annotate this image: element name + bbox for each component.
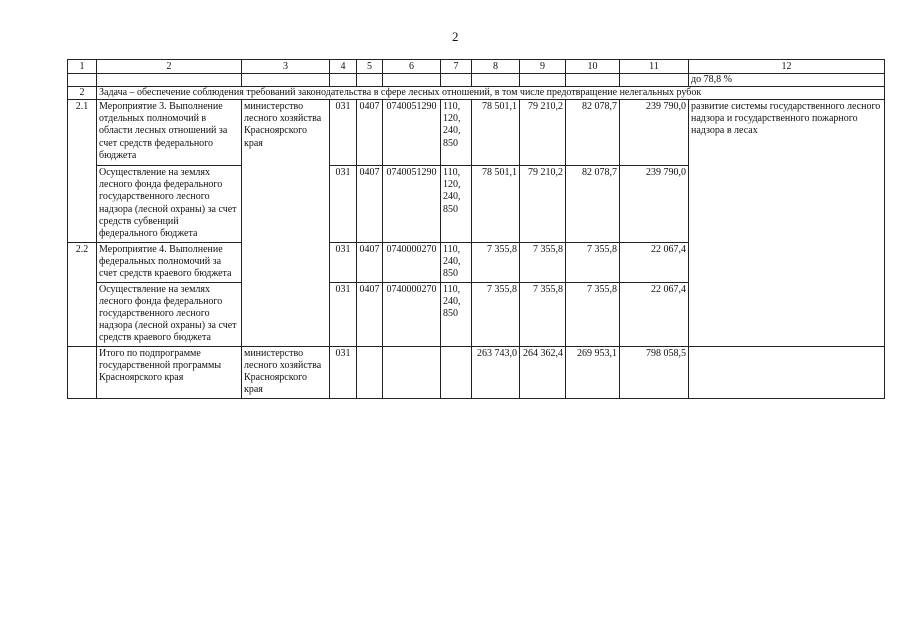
empty-cell	[68, 346, 97, 398]
header-cell: 7	[441, 60, 472, 74]
empty-cell	[357, 346, 383, 398]
empty-cell	[441, 74, 472, 87]
vr-code: 110, 240, 850	[441, 243, 472, 283]
year1-value: 7 355,8	[472, 282, 520, 346]
year2-value: 264 362,4	[520, 346, 566, 398]
empty-cell	[383, 74, 441, 87]
grbs-code: 031	[330, 166, 357, 243]
header-cell: 5	[357, 60, 383, 74]
header-cell: 8	[472, 60, 520, 74]
empty-cell	[441, 346, 472, 398]
header-row	[68, 60, 885, 74]
header-cell: 10	[566, 60, 620, 74]
csr-code: 0740051290	[383, 166, 441, 243]
csr-code: 0740000270	[383, 282, 441, 346]
total-value: 22 067,4	[620, 243, 689, 283]
grbs-name: министерство лесного хозяйства Красноярского края	[242, 100, 330, 347]
year1-value: 78 501,1	[472, 100, 520, 166]
header-cell: 2	[97, 60, 242, 74]
empty-cell	[620, 74, 689, 87]
total-row	[68, 346, 885, 398]
csr-code: 0740000270	[383, 243, 441, 283]
year3-value: 82 078,7	[566, 166, 620, 243]
vr-code: 110, 120, 240, 850	[441, 166, 472, 243]
rzpr-code: 0407	[357, 282, 383, 346]
row-number: 2.2	[68, 243, 97, 347]
program-table	[67, 59, 885, 399]
grbs-code: 031	[330, 243, 357, 283]
rzpr-code: 0407	[357, 166, 383, 243]
header-cell: 3	[242, 60, 330, 74]
measure-name: Осуществление на землях лесного фонда федерального государственного лесного надзора (лесной охраны) за счет средств субвенций федерального бюджета	[97, 166, 242, 243]
table-row	[68, 100, 885, 166]
year1-value: 7 355,8	[472, 243, 520, 283]
year2-value: 79 210,2	[520, 100, 566, 166]
task-row	[68, 87, 885, 100]
empty-cell	[68, 74, 97, 87]
measure-name: Мероприятие 3. Выполнение отдельных полномочий в области лесных отношений за счет средств федерального бюджета	[97, 100, 242, 166]
header-cell: 12	[689, 60, 885, 74]
continuation-row	[68, 74, 885, 87]
task-text: Задача – обеспечение соблюдения требований законодательства в сфере лесных отношений, в том числе предотвращение нелегальных рубок	[97, 87, 885, 100]
year2-value: 79 210,2	[520, 166, 566, 243]
rzpr-code: 0407	[357, 243, 383, 283]
csr-code: 0740051290	[383, 100, 441, 166]
measure-name: Осуществление на землях лесного фонда федерального государственного лесного надзора (лесной охраны) за счет средств краевого бюджета	[97, 282, 242, 346]
year3-value: 7 355,8	[566, 243, 620, 283]
task-number: 2	[68, 87, 97, 100]
year3-value: 82 078,7	[566, 100, 620, 166]
row-number: 2.1	[68, 100, 97, 243]
year2-value: 7 355,8	[520, 282, 566, 346]
total-name: Итого по подпрограмме государственной программы Красноярского края	[97, 346, 242, 398]
vr-code: 110, 120, 240, 850	[441, 100, 472, 166]
empty-cell	[357, 74, 383, 87]
header-cell: 6	[383, 60, 441, 74]
empty-cell	[242, 74, 330, 87]
grbs-code: 031	[330, 282, 357, 346]
header-cell: 9	[520, 60, 566, 74]
year1-value: 78 501,1	[472, 166, 520, 243]
vr-code: 110, 240, 850	[441, 282, 472, 346]
header-cell: 1	[68, 60, 97, 74]
expected-result: развитие системы государственного лесного надзора и государственного пожарного надзора в лесах	[689, 100, 885, 347]
year3-value: 7 355,8	[566, 282, 620, 346]
empty-cell	[566, 74, 620, 87]
measure-name: Мероприятие 4. Выполнение федеральных полномочий за счет средств краевого бюджета	[97, 243, 242, 283]
empty-cell	[97, 74, 242, 87]
empty-cell	[330, 74, 357, 87]
grbs-code: 031	[330, 346, 357, 398]
total-value: 798 058,5	[620, 346, 689, 398]
year2-value: 7 355,8	[520, 243, 566, 283]
page-number: 2	[452, 29, 459, 44]
rzpr-code: 0407	[357, 100, 383, 166]
empty-cell	[383, 346, 441, 398]
year3-value: 269 953,1	[566, 346, 620, 398]
total-value: 239 790,0	[620, 100, 689, 166]
total-value: 22 067,4	[620, 282, 689, 346]
total-value: 239 790,0	[620, 166, 689, 243]
header-cell: 11	[620, 60, 689, 74]
empty-cell	[472, 74, 520, 87]
grbs-name: министерство лесного хозяйства Красноярского края	[242, 346, 330, 398]
year1-value: 263 743,0	[472, 346, 520, 398]
empty-cell	[520, 74, 566, 87]
grbs-code: 031	[330, 100, 357, 166]
header-cell: 4	[330, 60, 357, 74]
result-cell: до 78,8 %	[689, 74, 885, 87]
empty-cell	[689, 346, 885, 398]
